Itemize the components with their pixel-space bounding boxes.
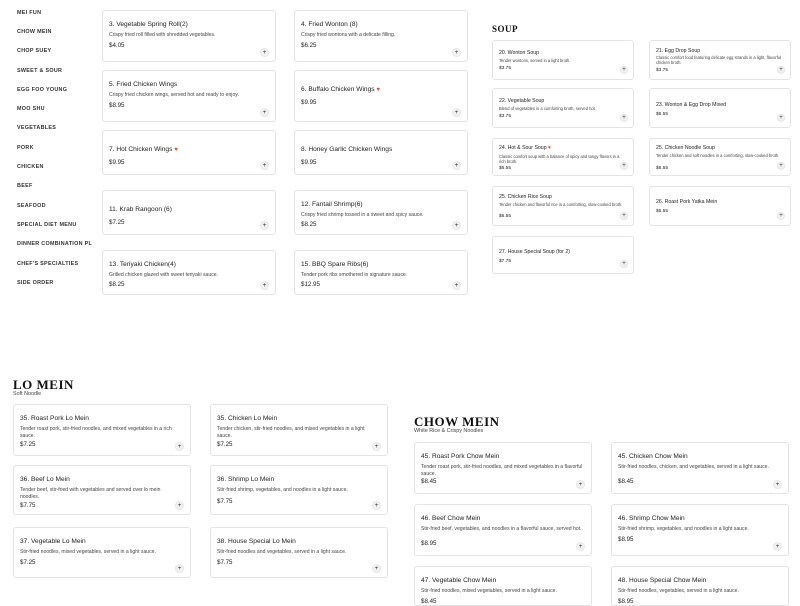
item-title	[301, 86, 380, 93]
menu-item-card[interactable]	[611, 504, 789, 556]
item-title: 8. Honey Garlic Chicken Wings	[301, 146, 393, 153]
item-title: 47. Vegetable Chow Mein	[421, 577, 497, 584]
menu-item-card[interactable]	[210, 404, 388, 456]
plus-icon[interactable]: +	[372, 442, 381, 451]
item-title-text: 7. Hot Chicken Wings	[109, 146, 173, 153]
plus-icon[interactable]: +	[175, 442, 184, 451]
sidebar-item-chop-suey[interactable]: CHOP SUEY	[17, 48, 52, 54]
item-title	[499, 145, 551, 151]
lo-mein-section-subtitle: Soft Noodle	[13, 391, 42, 397]
item-title: 27. House Special Soup (for 2)	[499, 249, 570, 255]
item-description: Tender chicken and flavorful rice in a comforting, slow-cooked broth.	[499, 202, 623, 207]
item-title: 15. BBQ Spare Ribs(6)	[301, 261, 369, 268]
item-description: Grilled chicken glazed with sweet teriyaki sauce.	[109, 272, 218, 278]
menu-item-card[interactable]	[492, 40, 634, 80]
item-description: Stir-fried noodles and vegetables, served in a light sauce.	[217, 549, 347, 555]
item-price: $4.05	[109, 42, 125, 49]
plus-icon[interactable]: +	[260, 281, 269, 290]
item-title: 38. House Special Lo Mein	[217, 538, 296, 545]
item-description: Crispy fried roll filled with shredded vegetables.	[109, 32, 216, 38]
item-title: 35. Chicken Lo Mein	[217, 415, 278, 422]
item-description: Classic comfort food featuring delicate egg strands in a light, flavorful chicken broth.	[656, 55, 781, 66]
item-title: 13. Teriyaki Chicken(4)	[109, 261, 176, 268]
menu-item-card[interactable]	[294, 70, 468, 122]
chow-mein-section-subtitle: White Rice & Crispy Noodles	[414, 428, 484, 434]
plus-icon[interactable]: +	[452, 281, 461, 290]
category-sidebar	[0, 0, 92, 300]
item-price: $3.75	[656, 68, 669, 73]
sidebar-item-pork[interactable]: PORK	[17, 145, 34, 151]
plus-icon[interactable]: +	[777, 162, 785, 170]
item-price: $7.75	[499, 259, 512, 264]
menu-item-card[interactable]	[649, 186, 791, 226]
menu-item-card[interactable]	[492, 236, 634, 274]
item-title: 12. Fantail Shrimp(6)	[301, 201, 363, 208]
menu-item-card[interactable]	[294, 190, 468, 235]
menu-item-card[interactable]	[102, 190, 276, 235]
menu-item-card[interactable]	[13, 465, 191, 515]
item-description: Stir-fried beef, vegetables, and noodles in a flavorful sauce, served hot.	[421, 526, 582, 532]
item-description: Blend of vegetables in a comforting broth, served hot.	[499, 106, 596, 111]
item-title: 36. Shrimp Lo Mein	[217, 476, 275, 483]
menu-item-card[interactable]	[414, 442, 592, 494]
plus-icon[interactable]: +	[372, 501, 381, 510]
plus-icon[interactable]: +	[372, 564, 381, 573]
chili-pepper-icon: ♥	[376, 87, 380, 93]
item-title: 35. Roast Pork Lo Mein	[20, 415, 89, 422]
item-description: Tender roast pork, stir-fried noodles, and mixed vegetables in a flavorful sauce.	[421, 464, 583, 477]
item-title: 26. Roast Pork Yatka Mein	[656, 199, 718, 205]
menu-item-card[interactable]	[611, 442, 789, 494]
sidebar-item-special-diet-menu[interactable]: SPECIAL DIET MENU	[17, 222, 77, 228]
plus-icon[interactable]: +	[452, 161, 461, 170]
soup-section-title: SOUP	[492, 24, 519, 34]
plus-icon[interactable]: +	[260, 161, 269, 170]
sidebar-item-vegetables[interactable]: VEGETABLES	[17, 125, 57, 131]
chili-pepper-icon: ♥	[548, 145, 552, 151]
item-title: 22. Vegetable Soup	[499, 98, 545, 104]
menu-item-card[interactable]	[294, 130, 468, 175]
item-price: $9.95	[109, 159, 125, 166]
menu-item-card[interactable]	[102, 10, 276, 62]
item-price: $7.25	[109, 219, 125, 226]
item-title: 25. Chicken Rice Soup	[499, 194, 552, 200]
menu-item-card[interactable]	[492, 186, 634, 226]
item-title: 46. Beef Chow Mein	[421, 515, 481, 522]
sidebar-item-sweet-sour[interactable]: SWEET & SOUR	[17, 68, 63, 74]
item-title: 25. Chicken Noodle Soup	[656, 145, 715, 151]
sidebar-item-chow-mein[interactable]: CHOW MEIN	[17, 29, 52, 35]
item-title: 45. Roast Pork Chow Mein	[421, 453, 500, 460]
menu-item-card[interactable]	[649, 88, 791, 128]
item-price: $9.95	[301, 159, 317, 166]
item-title: 23. Wonton & Egg Drop Mixed	[656, 102, 726, 108]
plus-icon[interactable]: +	[773, 542, 782, 551]
item-price: $7.75	[217, 498, 233, 505]
plus-icon[interactable]: +	[260, 48, 269, 57]
plus-icon[interactable]: +	[620, 260, 628, 268]
menu-item-card[interactable]	[294, 250, 468, 295]
item-title: 20. Wonton Soup	[499, 50, 539, 56]
sidebar-item-egg-foo-young[interactable]: EGG FOO YOUNG	[17, 87, 68, 93]
item-title: 46. Shrimp Chow Mein	[618, 515, 685, 522]
item-description: Tender pork ribs smothered in signature sauce.	[301, 272, 408, 278]
item-description: Tender chicken and soft noodles in a comforting, slow-cooked broth.	[656, 153, 780, 158]
plus-icon[interactable]: +	[777, 212, 785, 220]
plus-icon[interactable]: +	[260, 221, 269, 230]
sidebar-item-dinner-combination[interactable]: DINNER COMBINATION PL	[17, 241, 93, 247]
plus-icon[interactable]: +	[175, 501, 184, 510]
item-description: Tender wontons, served in a light broth.	[499, 58, 571, 63]
item-title: 37. Vegetable Lo Mein	[20, 538, 86, 545]
menu-item-card[interactable]	[102, 250, 276, 295]
item-description: Crispy fried wontons with a delicate filling.	[301, 32, 396, 38]
plus-icon[interactable]: +	[620, 66, 628, 74]
item-description: Crispy fried shrimp tossed in a sweet and spicy sauce.	[301, 212, 424, 218]
item-description: Stir-fried shrimp, vegetables, and noodles in a light sauce.	[217, 487, 348, 493]
plus-icon[interactable]: +	[620, 212, 628, 220]
plus-icon[interactable]: +	[452, 221, 461, 230]
chow-mein-section-title: CHOW MEIN	[414, 414, 500, 429]
item-price: $8.95	[618, 598, 634, 605]
sidebar-item-chefs-specialties[interactable]: CHEF'S SPECIALTIES	[17, 261, 79, 267]
item-description: Classic comfort soup with a balance of spicy and tangy flavors in a rich broth.	[499, 154, 620, 165]
item-price: $6.55	[656, 209, 669, 214]
menu-item-card[interactable]	[210, 465, 388, 515]
menu-item-card[interactable]	[414, 566, 592, 606]
item-description: Stir-fried noodles, chicken, and vegetables, served in a light sauce.	[618, 464, 769, 470]
item-title: 5. Fried Chicken Wings	[109, 81, 178, 88]
item-price: $6.55	[499, 214, 512, 219]
item-price: $8.95	[618, 536, 634, 543]
sidebar-item-moo-shu[interactable]: MOO SHU	[17, 106, 45, 112]
item-price: $6.55	[656, 112, 669, 117]
item-price: $7.75	[217, 559, 233, 566]
item-title: 48. House Special Chow Mein	[618, 577, 707, 584]
chili-pepper-icon: ♥	[174, 147, 178, 153]
item-description: Tender beef, stir-fried with vegetables and served over lo mein noodles.	[20, 487, 161, 500]
sidebar-item-seafood[interactable]: SEAFOOD	[17, 203, 46, 209]
item-price: $8.25	[109, 281, 125, 288]
menu-item-card[interactable]	[102, 130, 276, 175]
item-price: $3.75	[499, 114, 512, 119]
plus-icon[interactable]: +	[175, 564, 184, 573]
item-title: 11. Krab Rangoon (6)	[109, 206, 172, 213]
item-description: Crispy fried chicken wings, served hot and ready to enjoy.	[109, 92, 239, 98]
item-price: $6.55	[656, 166, 669, 171]
item-price: $7.25	[20, 559, 36, 566]
item-title-text: 24. Hot & Sour Soup	[499, 145, 547, 151]
item-price: $8.95	[421, 540, 437, 547]
item-price: $7.25	[20, 441, 36, 448]
menu-item-card[interactable]	[492, 138, 634, 176]
item-price: $8.45	[421, 478, 437, 485]
item-title: 45. Chicken Chow Mein	[618, 453, 688, 460]
sidebar-item-mei-fun[interactable]: MEI FUN	[17, 10, 42, 16]
menu-item-card[interactable]	[649, 138, 791, 176]
plus-icon[interactable]: +	[777, 66, 785, 74]
item-price: $3.75	[499, 66, 512, 71]
plus-icon[interactable]: +	[452, 48, 461, 57]
sidebar-item-beef[interactable]: BEEF	[17, 183, 33, 189]
plus-icon[interactable]: +	[576, 542, 585, 551]
item-title: 21. Egg Drop Soup	[656, 48, 701, 54]
sidebar-item-chicken[interactable]: CHICKEN	[17, 164, 44, 170]
item-title-text: 6. Buffalo Chicken Wings	[301, 86, 375, 93]
menu-item-card[interactable]	[649, 40, 791, 80]
item-description: Stir-fried noodles, mixed vegetables, served in a light sauce.	[20, 549, 156, 555]
item-title: 4. Fried Wonton (8)	[301, 21, 358, 28]
plus-icon[interactable]: +	[620, 162, 628, 170]
item-price: $6.25	[301, 42, 317, 49]
menu-item-card[interactable]	[414, 504, 592, 556]
item-price: $8.95	[109, 102, 125, 109]
item-price: $12.95	[301, 281, 320, 288]
plus-icon[interactable]: +	[620, 114, 628, 122]
item-price: $6.55	[499, 166, 512, 171]
plus-icon[interactable]: +	[773, 480, 782, 489]
item-title: 36. Beef Lo Mein	[20, 476, 70, 483]
item-price: $9.95	[301, 99, 317, 106]
menu-item-card[interactable]	[611, 566, 789, 606]
item-price: $8.45	[421, 598, 437, 605]
item-title: 3. Vegetable Spring Roll(2)	[109, 21, 188, 28]
item-description: Stir-fried noodles, vegetables, served in a light sauce.	[618, 588, 739, 594]
plus-icon[interactable]: +	[576, 480, 585, 489]
menu-item-card[interactable]	[13, 404, 191, 456]
lo-mein-section-title: LO MEIN	[13, 377, 74, 392]
item-description: Stir-fried shrimp, vegetables, and noodles in a light sauce.	[618, 526, 749, 532]
item-title	[109, 146, 178, 153]
menu-item-card[interactable]	[294, 10, 468, 62]
plus-icon[interactable]: +	[777, 114, 785, 122]
sidebar-item-side-order[interactable]: SIDE ORDER	[17, 280, 54, 286]
item-price: $8.25	[301, 221, 317, 228]
menu-item-card[interactable]	[210, 527, 388, 578]
item-description: Tender roast pork, stir-fried noodles, and mixed vegetables in a rich sauce.	[20, 426, 172, 439]
menu-item-card[interactable]	[13, 527, 191, 578]
plus-icon[interactable]: +	[260, 108, 269, 117]
item-description: Tender chicken, stir-fried noodles, and mixed vegetables in a light sauce.	[217, 426, 365, 439]
item-price: $8.45	[618, 478, 634, 485]
menu-item-card[interactable]	[102, 70, 276, 122]
item-price: $7.25	[217, 441, 233, 448]
item-description: Stir-fried noodles, mixed vegetables, served in a light sauce.	[421, 588, 557, 594]
plus-icon[interactable]: +	[452, 108, 461, 117]
item-price: $7.75	[20, 502, 36, 509]
menu-item-card[interactable]	[492, 88, 634, 128]
